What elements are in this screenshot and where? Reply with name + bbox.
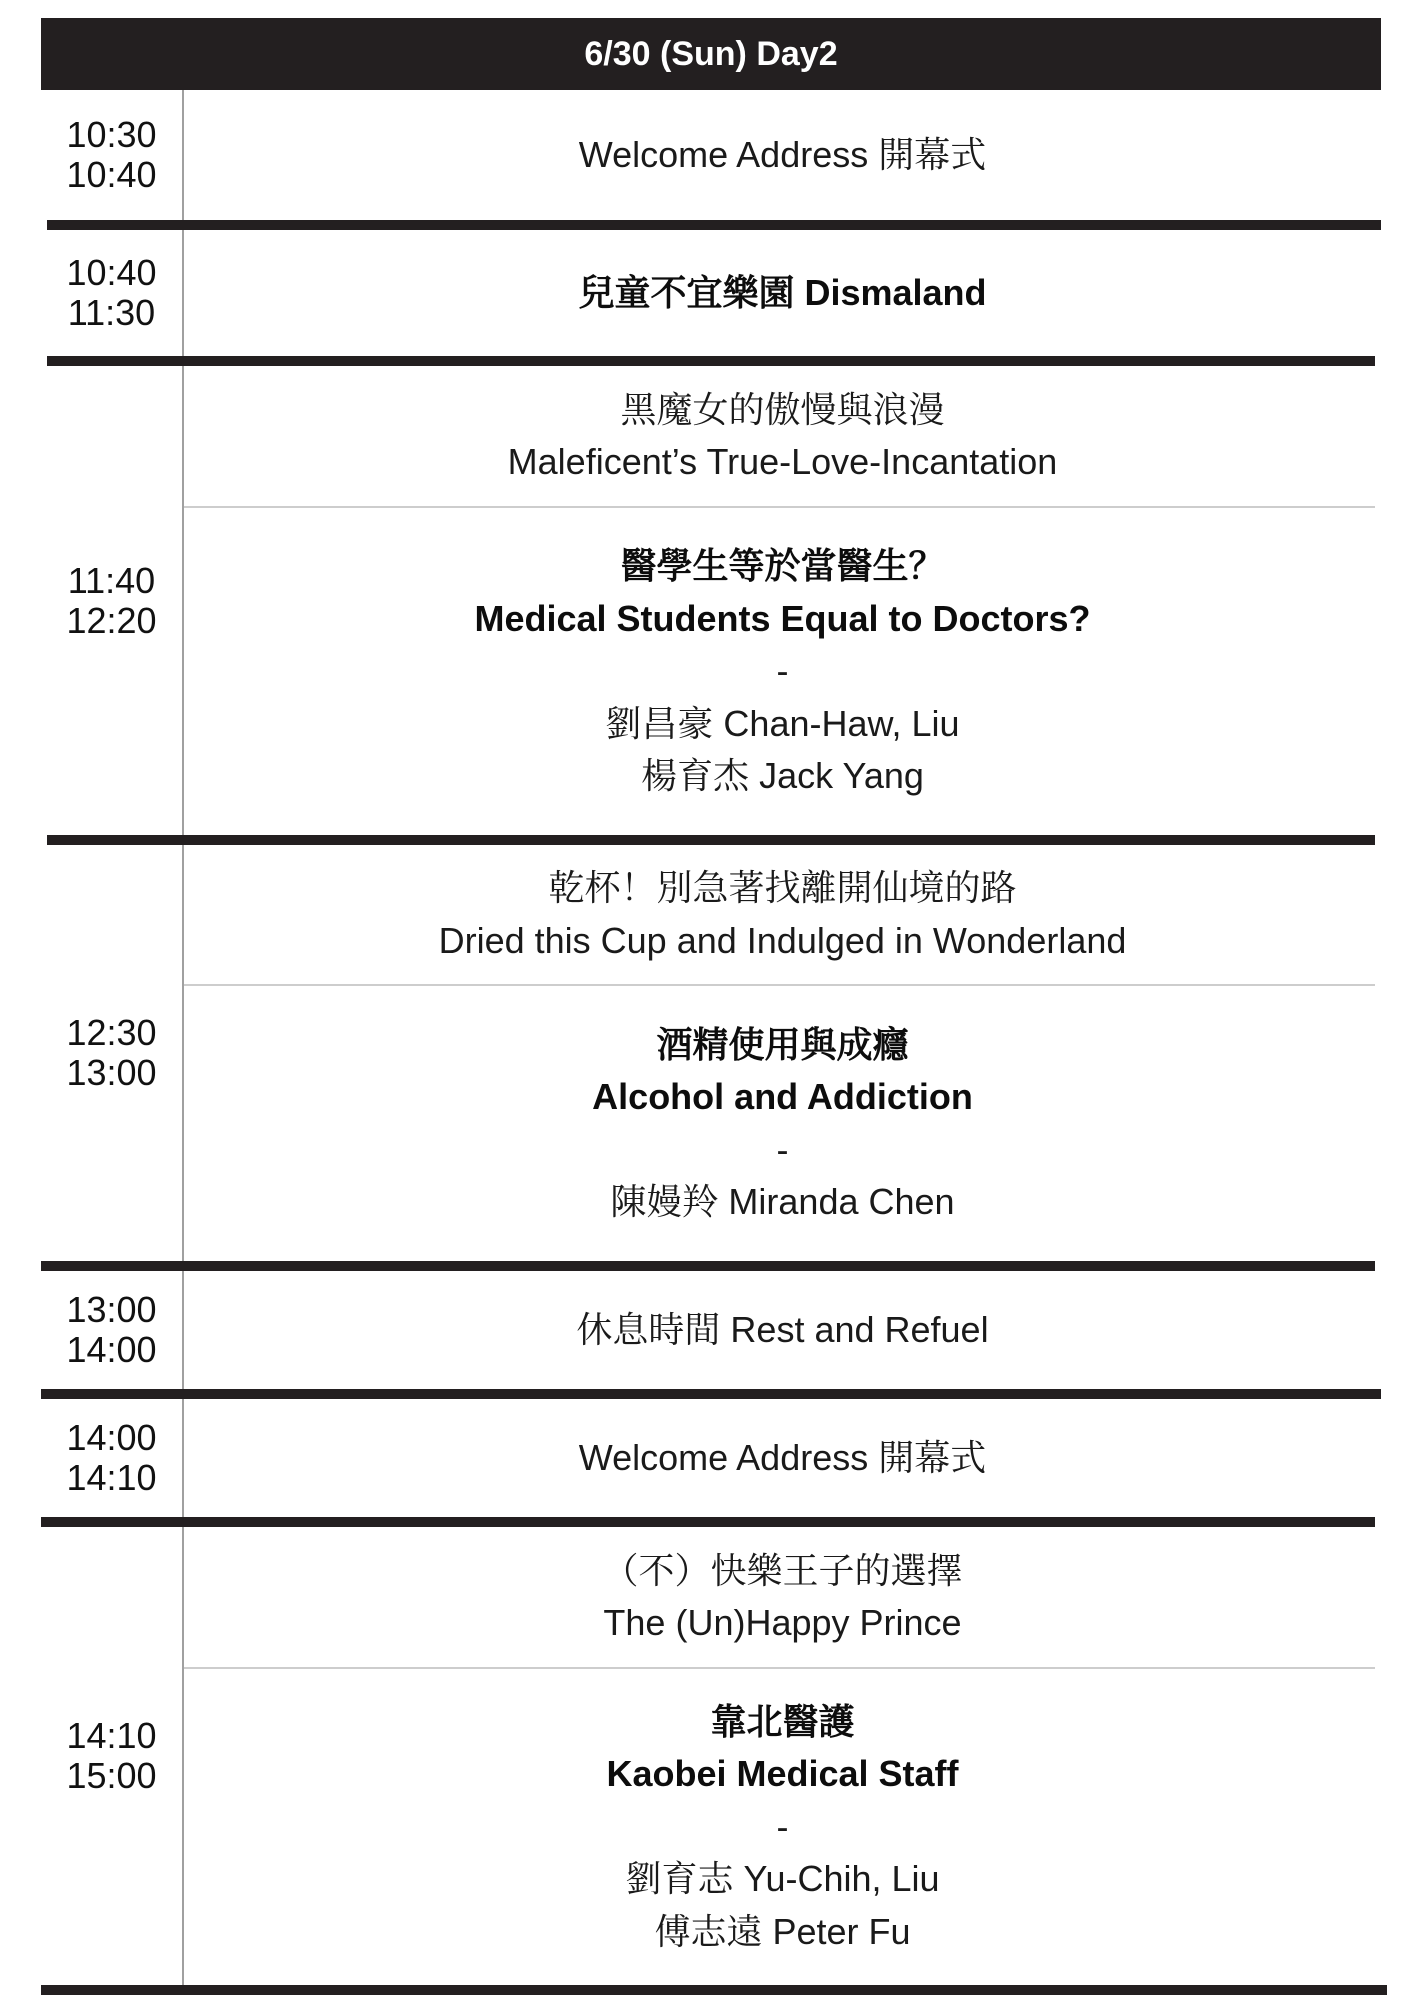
film-block xyxy=(184,366,1381,506)
speaker-separator: - xyxy=(776,1128,789,1170)
slot-content xyxy=(184,1271,1381,1389)
speaker-name: 陳嫚羚 Miranda Chen xyxy=(610,1181,955,1222)
slot-start-time: 13:00 xyxy=(66,1289,157,1330)
row-divider xyxy=(41,1261,1375,1271)
slot-time xyxy=(41,845,182,1261)
slot-time xyxy=(41,1527,182,1985)
slot-end-time: 15:00 xyxy=(66,1755,157,1796)
slot-time xyxy=(41,1399,182,1517)
slot-start-time: 14:00 xyxy=(66,1417,157,1458)
speaker-name: 傅志遠 Peter Fu xyxy=(654,1910,911,1952)
talk-title-en: Medical Students Equal to Doctors? xyxy=(474,597,1091,639)
slot-time xyxy=(41,90,182,220)
speaker-name: 劉育志 Yu-Chih, Liu xyxy=(625,1858,940,1900)
session-title: 兒童不宜樂園 Dismaland xyxy=(578,271,987,313)
slot-start-time: 11:40 xyxy=(67,559,156,601)
film-title-zh: （不）快樂王子的選擇 xyxy=(602,1549,963,1591)
talk-title-en: Kaobei Medical Staff xyxy=(606,1753,959,1795)
slot-end-time: 11:30 xyxy=(67,292,156,333)
day-title: 6/30 (Sun) Day2 xyxy=(584,34,838,73)
slot-end-time: 14:10 xyxy=(66,1457,157,1498)
slot-start-time: 12:30 xyxy=(66,1012,157,1053)
session-title: 休息時間 Rest and Refuel xyxy=(576,1308,989,1350)
row-divider xyxy=(41,1389,1381,1399)
speaker-name: 劉昌豪 Chan-Haw, Liu xyxy=(605,702,960,744)
row-divider xyxy=(41,1517,1375,1527)
slot-content xyxy=(184,90,1381,220)
film-title-en: Maleficent’s True-Love-Incantation xyxy=(507,441,1058,482)
speaker-name: 楊育杰 Jack Yang xyxy=(641,755,924,797)
film-title-en: Dried this Cup and Indulged in Wonderland xyxy=(438,919,1127,961)
slot-start-time: 10:30 xyxy=(66,114,157,155)
slot-content xyxy=(184,230,1381,356)
slot-time xyxy=(41,366,182,835)
film-title-en: The (Un)Happy Prince xyxy=(603,1602,962,1643)
day-header-bar xyxy=(41,18,1381,90)
slot-time xyxy=(41,230,182,356)
talk-block xyxy=(184,508,1381,835)
slot-end-time: 12:20 xyxy=(66,599,157,641)
talk-block xyxy=(184,1669,1381,1985)
slot-start-time: 14:10 xyxy=(66,1715,157,1756)
talk-title-zh: 酒精使用與成癮 xyxy=(656,1023,909,1065)
speaker-separator: - xyxy=(776,650,789,692)
speaker-separator: - xyxy=(776,1805,789,1847)
row-divider xyxy=(47,220,1381,230)
row-divider xyxy=(41,1985,1387,1995)
slot-start-time: 10:40 xyxy=(66,252,157,293)
slot-end-time: 10:40 xyxy=(66,154,157,195)
slot-end-time: 14:00 xyxy=(66,1329,157,1370)
talk-title-zh: 靠北醫護 xyxy=(710,1700,855,1742)
slot-time xyxy=(41,1271,182,1389)
row-divider xyxy=(47,356,1375,366)
row-divider xyxy=(47,835,1375,845)
film-title-zh: 黑魔女的傲慢與浪漫 xyxy=(620,388,945,430)
talk-title-zh: 醫學生等於當醫生？ xyxy=(620,545,945,587)
session-title: Welcome Address 開幕式 xyxy=(578,133,987,175)
session-title: Welcome Address 開幕式 xyxy=(578,1436,987,1478)
film-title-zh: 乾杯！別急著找離開仙境的路 xyxy=(548,867,1017,908)
slot-end-time: 13:00 xyxy=(66,1052,157,1093)
film-block xyxy=(184,845,1381,984)
talk-title-en: Alcohol and Addiction xyxy=(592,1076,973,1117)
talk-block xyxy=(184,986,1381,1261)
film-block xyxy=(184,1527,1381,1667)
slot-content xyxy=(184,1399,1381,1517)
